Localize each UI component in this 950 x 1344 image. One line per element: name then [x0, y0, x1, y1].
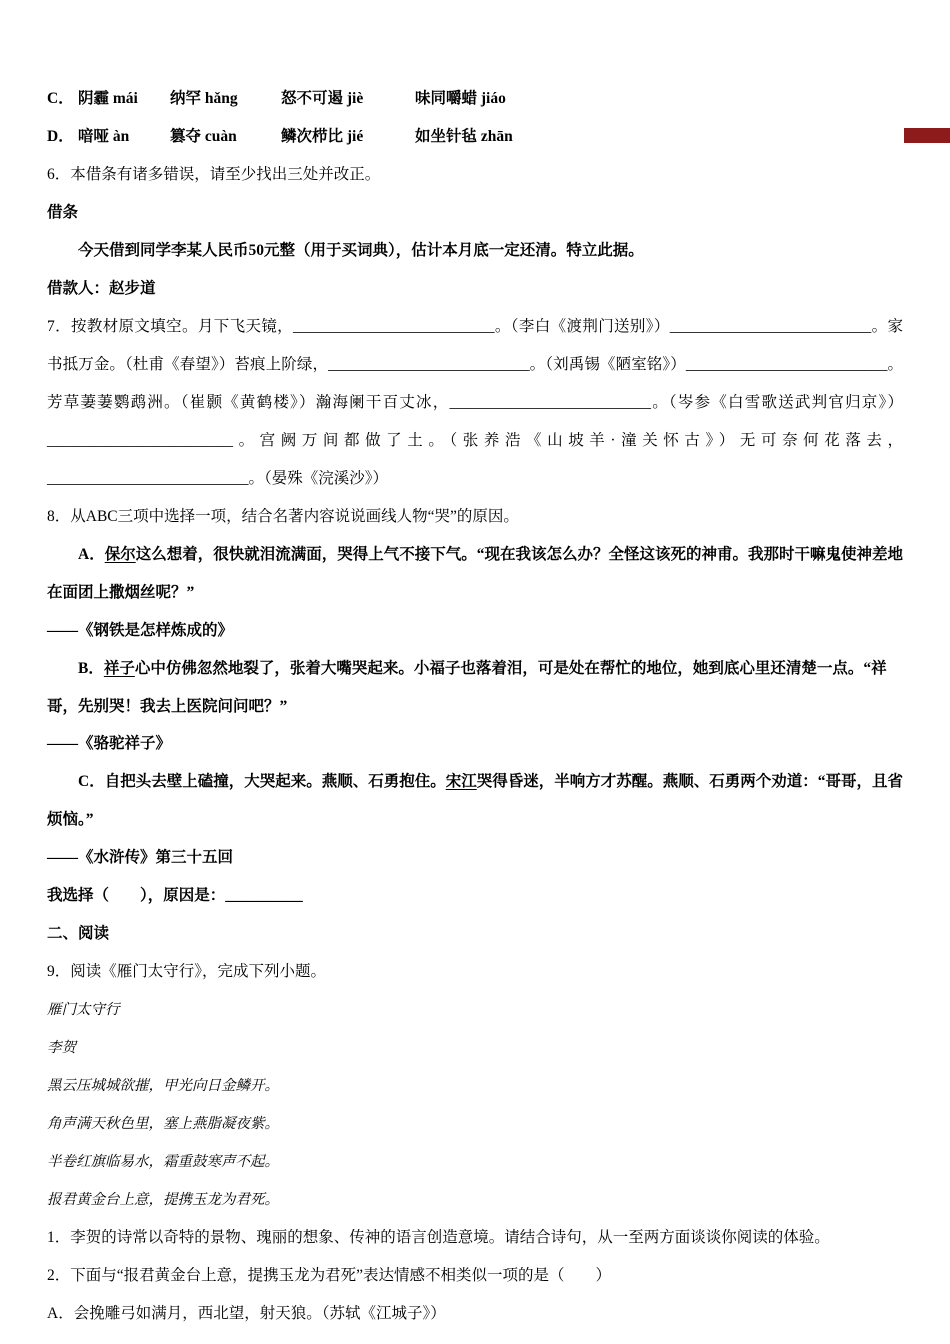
excerpt-c	[47, 763, 903, 839]
note-title: 借条	[47, 203, 79, 221]
option-row-c	[47, 80, 903, 118]
excerpt-a-post: 这么想着，很快就泪流满面，哭得上气不接下气。“现在我该怎么办？全怪这该死的神甫。我那时干嘛鬼使神差地在面团上撒烟丝呢？”	[47, 545, 903, 601]
poem-line-3: 半卷红旗临易水，霜重鼓寒声不起。	[47, 1154, 279, 1171]
excerpt-b-post: 心中仿佛忽然地裂了，张着大嘴哭起来。小福子也落着泪，可是处在帮忙的地位，她到底心里还清楚一点。“祥哥，先别哭！我去上医院问问吧？”	[47, 659, 887, 715]
excerpt-c-underlined-name: 宋江	[445, 773, 477, 791]
excerpt-b-underlined-name: 祥子	[103, 659, 135, 677]
question-6: 6．本借条有诸多错误，请至少找出三处并改正。	[47, 165, 381, 183]
pron-item-d1: 喑哑 àn	[78, 127, 130, 145]
excerpt-a-underlined-name: 保尔	[104, 545, 136, 563]
excerpt-a-pre: A．	[78, 545, 105, 563]
excerpt-c-post: 哭得昏迷，半响方才苏醒。燕顺、石勇两个劝道：“哥哥，且省烦恼。”	[47, 773, 903, 829]
source-c: ——《水浒传》第三十五回	[47, 849, 234, 867]
poem-line-4: 报君黄金台上意，提携玉龙为君死。	[47, 1192, 279, 1209]
pron-item-d4: 如坐针毡 zhān	[415, 127, 513, 145]
source-b: ——《骆驼祥子》	[47, 735, 172, 753]
red-scan-artifact	[904, 128, 950, 143]
option-row-d	[47, 118, 903, 156]
pron-item-c4: 味同嚼蜡 jiáo	[415, 90, 506, 107]
question-8: 8．从ABC三项中选择一项，结合名著内容说说画线人物“哭”的原因。	[47, 507, 519, 525]
poem-author: 李贺	[47, 1040, 76, 1057]
option-c-label: C．	[47, 90, 74, 107]
sub-question-2: 2．下面与“报君黄金台上意，提携玉龙为君死”表达情感不相类似一项的是（ ）	[47, 1267, 612, 1285]
poem-line-1: 黑云压城城欲摧，甲光向日金鳞开。	[47, 1078, 279, 1095]
note-body: 今天借到同学李某人民币50元整（用于买词典），估计本月底一定还清。特立此据。	[78, 241, 644, 259]
pron-item-c1: 阴霾 mái	[78, 90, 138, 107]
choice-line: 我选择（ ），原因是：__________	[47, 887, 303, 905]
note-signer: 借款人：赵步道	[47, 279, 156, 297]
pron-item-c2: 纳罕 hǎng	[170, 90, 238, 107]
poem-line-2: 角声满天秋色里，塞上燕脂凝夜紫。	[47, 1116, 279, 1133]
question-9: 9．阅读《雁门太守行》，完成下列小题。	[47, 963, 327, 981]
sub-question-1: 1．李贺的诗常以奇特的景物、瑰丽的想象、传神的语言创造意境。请结合诗句，从一至两方面谈谈你阅读的体验。	[47, 1229, 830, 1247]
source-a: ——《钢铁是怎样炼成的》	[47, 621, 234, 639]
pron-item-d2: 篡夺 cuàn	[170, 127, 237, 145]
excerpt-b-pre: B．	[78, 659, 104, 677]
pron-item-d3: 鳞次栉比 jié	[281, 127, 364, 145]
option-d-label: D．	[47, 127, 74, 145]
question-7: 7．按教材原文填空。月下飞天镜，__________________________。（李白《渡荆门送别》）__________________________。家书抵万金。（杜甫《春望》）苔痕上阶绿，__________________________。（刘禹锡《陋室铭》）__________________________。芳草萋萋鹦鹉洲。（崔颢《黄鹤楼》）瀚海阑干百丈冰，__________________________。（岑参《白雪歌送武判官归京》）________________________。宫阙万间都做了土。（张养浩《山坡羊·潼关怀古》）无可奈何花落去，__________________________。（晏殊《浣溪沙》）	[47, 317, 903, 487]
section-2-heading: 二、阅读	[47, 925, 110, 943]
pron-item-c3: 怒不可遏 jiè	[281, 90, 364, 107]
sub-question-2-option-a: A．会挽雕弓如满月，西北望，射天狼。（苏轼《江城子》）	[47, 1305, 446, 1323]
excerpt-b	[47, 650, 903, 726]
excerpt-c-pre: C．自把头去壁上磕撞，大哭起来。燕顺、石勇抱住。	[78, 773, 446, 791]
poem-title: 雁门太守行	[47, 1002, 120, 1019]
excerpt-a	[47, 536, 903, 612]
